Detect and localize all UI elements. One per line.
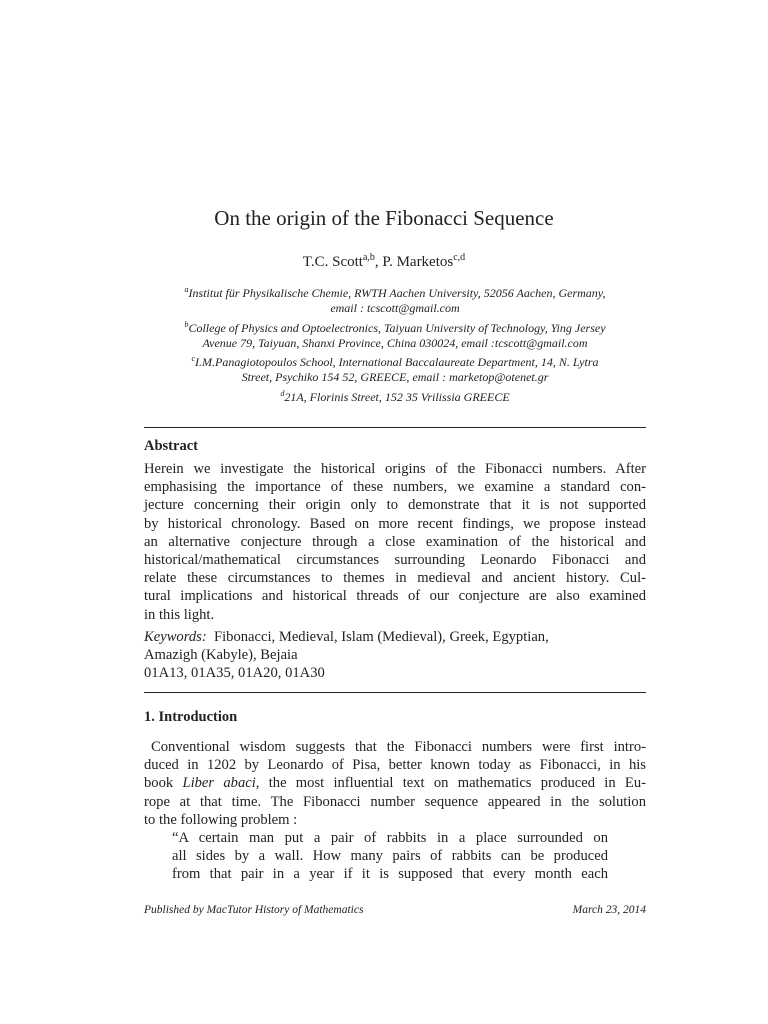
affiliation-mark: d [280, 388, 285, 398]
affiliation-text: College of Physics and Optoelectronics, Taiyuan University of Technology, Ying Jersey [188, 320, 606, 335]
divider [144, 427, 646, 428]
keywords-line: Amazigh (Kabyle), Bejaia [144, 647, 298, 664]
affiliation-mark: a [184, 285, 189, 294]
body-line: Conventional wisdom suggests that the Fibonacci numbers were first intro- [151, 739, 646, 755]
quote-line: all sides by a wall. How many pairs of rabbits can be produced [172, 848, 608, 865]
affiliations [140, 282, 650, 405]
affiliation-line [140, 317, 650, 336]
affiliation-line: Street, Psychiko 154 52, GREECE, email : marketop@otenet.gr [241, 370, 549, 385]
paper-title: On the origin of the Fibonacci Sequence [214, 206, 554, 230]
quote-line: “A certain man put a pair of rabbits in a place surrounded on [172, 830, 608, 846]
abstract-line: an alternative conjecture through a close examination of the historical and [144, 533, 646, 550]
abstract-line: tural implications and historical threads of our conjecture are also examined [144, 588, 646, 605]
author-name: P. Marketos [382, 254, 454, 270]
author-affiliation-mark: a,b [362, 252, 375, 263]
keywords-line [144, 628, 646, 646]
author-separator: , [374, 254, 383, 270]
abstract-body [144, 460, 646, 624]
introduction-body [144, 738, 646, 829]
section-heading: 1. Introduction [144, 709, 238, 725]
divider [144, 692, 646, 693]
block-quote [172, 829, 608, 884]
abstract-line: emphasising the importance of these numbers, we examine a standard con- [144, 479, 646, 496]
quote-line: from that pair in a year if it is supposed that every month each [172, 866, 608, 883]
footer-date: March 23, 2014 [572, 904, 646, 916]
keywords [144, 628, 646, 683]
abstract-line: by historical chronology. Based on more recent findings, we propose instead [144, 515, 646, 532]
affiliation-mark: c [191, 354, 196, 364]
abstract-line: jecture concerning their origin only to demonstrate that it is not supported [144, 497, 646, 514]
keywords-text: Fibonacci, Medieval, Islam (Medieval), Greek, Egyptian, [214, 629, 549, 645]
abstract-line: relate these circumstances to themes in medieval and ancient history. Cul- [144, 570, 646, 587]
affiliation-text: I.M.Panagiotopoulos School, International Baccalaureate Department, 14, N. Lytra [195, 355, 599, 370]
affiliation-line [140, 351, 650, 370]
abstract-line: historical/mathematical circumstances surrounding Leonardo Fibonacci and [144, 552, 646, 569]
affiliation-mark: b [184, 319, 189, 329]
keywords-label: Keywords: [144, 629, 207, 645]
abstract-line: in this light. [144, 606, 215, 623]
body-line: to the following problem : [144, 811, 298, 828]
author-line [0, 252, 768, 271]
book-title: Liber abaci [182, 775, 256, 792]
footer-publisher: Published by MacTutor History of Mathematics [144, 904, 364, 916]
author-name: T.C. Scott [302, 254, 363, 270]
affiliation-line: email : tcscott@gmail.com [330, 301, 460, 316]
author-affiliation-mark: c,d [453, 252, 466, 263]
classification-codes: 01A13, 01A35, 01A20, 01A30 [144, 665, 325, 682]
body-line: rope at that time. The Fibonacci number sequence appeared in the solution [144, 793, 646, 810]
body-line [144, 774, 646, 792]
body-text: book [144, 775, 183, 792]
affiliation-text: Institut für Physikalische Chemie, RWTH Aachen University, 52056 Aachen, Germany, [188, 286, 606, 300]
abstract-line: Herein we investigate the historical origins of the Fibonacci numbers. After [144, 461, 646, 477]
body-text: , the most influential text on mathematics produced in Eu- [255, 775, 646, 792]
abstract-heading: Abstract [144, 438, 198, 454]
affiliation-text: 21A, Florinis Street, 152 35 Vrilissia GREECE [284, 389, 510, 404]
body-line: duced in 1202 by Leonardo of Pisa, better known today as Fibonacci, in his [144, 757, 646, 774]
affiliation-line [140, 386, 650, 405]
affiliation-line: Avenue 79, Taiyuan, Shanxi Province, China 030024, email :tcscott@gmail.com [202, 335, 588, 350]
affiliation-line [140, 282, 650, 301]
